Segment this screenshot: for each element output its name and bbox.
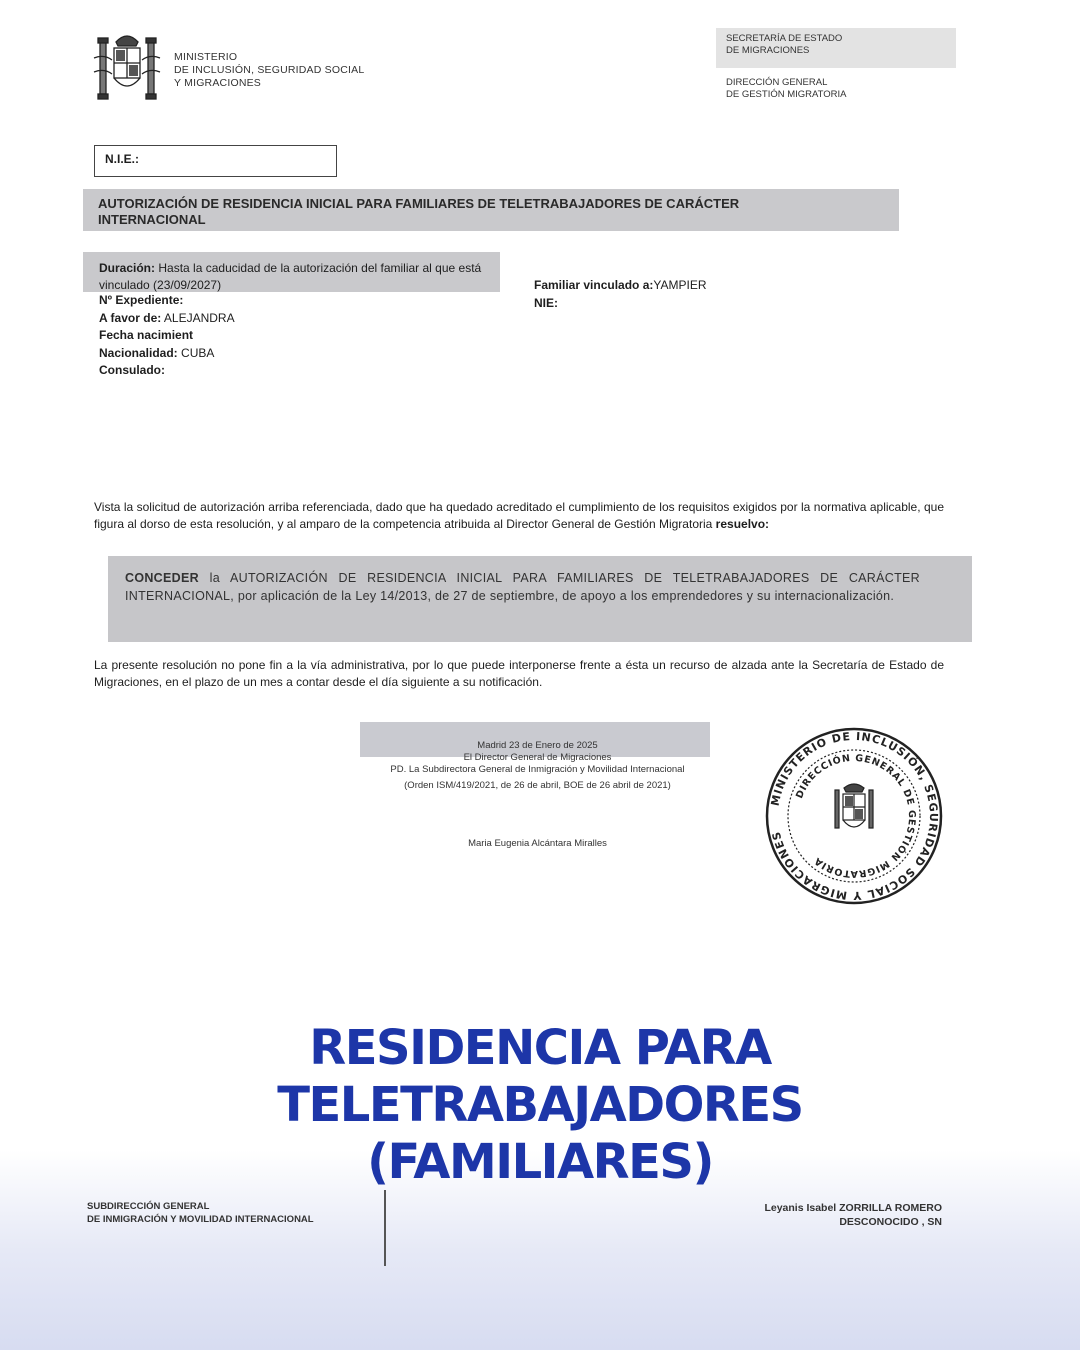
secretaria-line: DE MIGRACIONES xyxy=(726,45,810,56)
familiar-label: Familiar vinculado a: xyxy=(534,278,654,292)
signature-line: El Director General de Migraciones xyxy=(463,752,612,763)
familiar-row xyxy=(534,277,707,295)
secretaria-text xyxy=(726,33,842,57)
headline-line: TELETRABAJADORES xyxy=(277,1077,803,1133)
resolution-verb: resuelvo: xyxy=(715,517,770,531)
signature-line: (Orden ISM/419/2021, de 26 de abril, BOE de 26 abril de 2021) xyxy=(404,780,671,791)
grant-text: la AUTORIZACIÓN DE RESIDENCIA INICIAL PARA FAMILIARES DE TELETRABAJADORES DE CARÁCTER INTERNACIONAL, por aplicación de la Ley 14/2013, de 27 de septiembre, de apoyo a los emprendedores y su internacionalización. xyxy=(125,571,920,603)
grant-verb: CONCEDER xyxy=(125,571,199,585)
consulado-row xyxy=(99,362,235,380)
title-line: AUTORIZACIÓN DE RESIDENCIA INICIAL PARA FAMILIARES DE TELETRABAJADORES DE CARÁCTER xyxy=(98,196,740,211)
footer-address xyxy=(620,1201,942,1229)
resolution-text: Vista la solicitud de autorización arriba referenciada, dado que ha quedado acreditado el cumplimiento de los requisitos exigidos por la normativa aplicable, que figura al dorso de esta resolución, y al amparo de la competencia atribuida al Director General de Gestión Migratoria xyxy=(94,500,944,531)
fecha-row xyxy=(99,327,235,345)
linked-nie-row xyxy=(534,295,707,313)
headline-line: (FAMILIARES) xyxy=(367,1134,713,1190)
signature-block xyxy=(300,738,775,794)
nacionalidad-row xyxy=(99,345,235,363)
direccion-line: DE GESTIÓN MIGRATORIA xyxy=(726,89,847,100)
document-title xyxy=(98,196,888,228)
applicant-fields xyxy=(99,292,235,380)
expediente-row xyxy=(99,292,235,310)
signature-date: Madrid 23 de Enero de 2025 xyxy=(477,740,598,751)
resolution-paragraph xyxy=(94,499,944,533)
favor-value: ALEJANDRA xyxy=(163,310,235,325)
promo-headline xyxy=(0,1020,1080,1191)
linked-family-fields xyxy=(534,277,707,312)
ministry-line: DE INCLUSIÓN, SEGURIDAD SOCIAL xyxy=(174,64,365,76)
footer-line: DE INMIGRACIÓN Y MOVILIDAD INTERNACIONAL xyxy=(87,1214,314,1225)
title-line: INTERNACIONAL xyxy=(98,212,206,227)
signature-line: PD. La Subdirectora General de Inmigración y Movilidad Internacional xyxy=(390,764,685,775)
ministry-name xyxy=(174,51,364,90)
appeal-paragraph: La presente resolución no pone fin a la vía administrativa, por lo que puede interponerse frente a ésta un recurso de alzada ante la Secretaría de Estado de Migraciones, en el plazo de un mes a contar desde el día siguiente a su notificación. xyxy=(94,658,944,689)
favor-label: A favor de: xyxy=(99,310,162,325)
direccion-text xyxy=(726,77,847,101)
seal-inner-text: DIRECCIÓN GENERAL DE GESTIÓN MIGRATORIA xyxy=(794,752,918,880)
nie-label: N.I.E.: xyxy=(105,152,140,166)
ministry-line: MINISTERIO xyxy=(174,51,238,63)
direccion-line: DIRECCIÓN GENERAL xyxy=(726,77,828,88)
consulado-label: Consulado: xyxy=(99,363,165,377)
coat-of-arms-icon xyxy=(92,28,162,104)
duration-field xyxy=(99,260,497,294)
footer-line: DESCONOCIDO , SN xyxy=(839,1216,942,1228)
nacionalidad-value: CUBA xyxy=(181,345,215,360)
signer-name: Maria Eugenia Alcántara Miralles xyxy=(468,838,607,849)
nacionalidad-label: Nacionalidad: xyxy=(99,345,178,360)
footer-line: Leyanis Isabel ZORRILLA ROMERO xyxy=(764,1202,942,1214)
linked-nie-label: NIE: xyxy=(534,295,558,310)
footer-line: SUBDIRECCIÓN GENERAL xyxy=(87,1201,210,1212)
fecha-label: Fecha nacimient xyxy=(99,328,194,342)
duration-label: Duración: xyxy=(99,261,156,275)
expediente-label: Nº Expediente: xyxy=(99,293,184,307)
grant-statement xyxy=(125,569,920,605)
footer-department xyxy=(87,1200,314,1226)
headline-line: RESIDENCIA PARA xyxy=(309,1020,771,1076)
official-seal-icon xyxy=(764,726,944,906)
seal-outer-text: MINISTERIO DE INCLUSIÓN, SEGURIDAD SOCIAL Y MIGRACIONES xyxy=(768,729,941,903)
footer-divider xyxy=(384,1190,386,1266)
favor-row xyxy=(99,310,235,328)
familiar-value: YAMPIER xyxy=(653,278,707,292)
duration-value: Hasta la caducidad de la autorización del familiar al que está vinculado (23/09/2027) xyxy=(99,261,482,292)
secretaria-line: SECRETARÍA DE ESTADO xyxy=(726,33,843,44)
ministry-line: Y MIGRACIONES xyxy=(174,77,262,89)
